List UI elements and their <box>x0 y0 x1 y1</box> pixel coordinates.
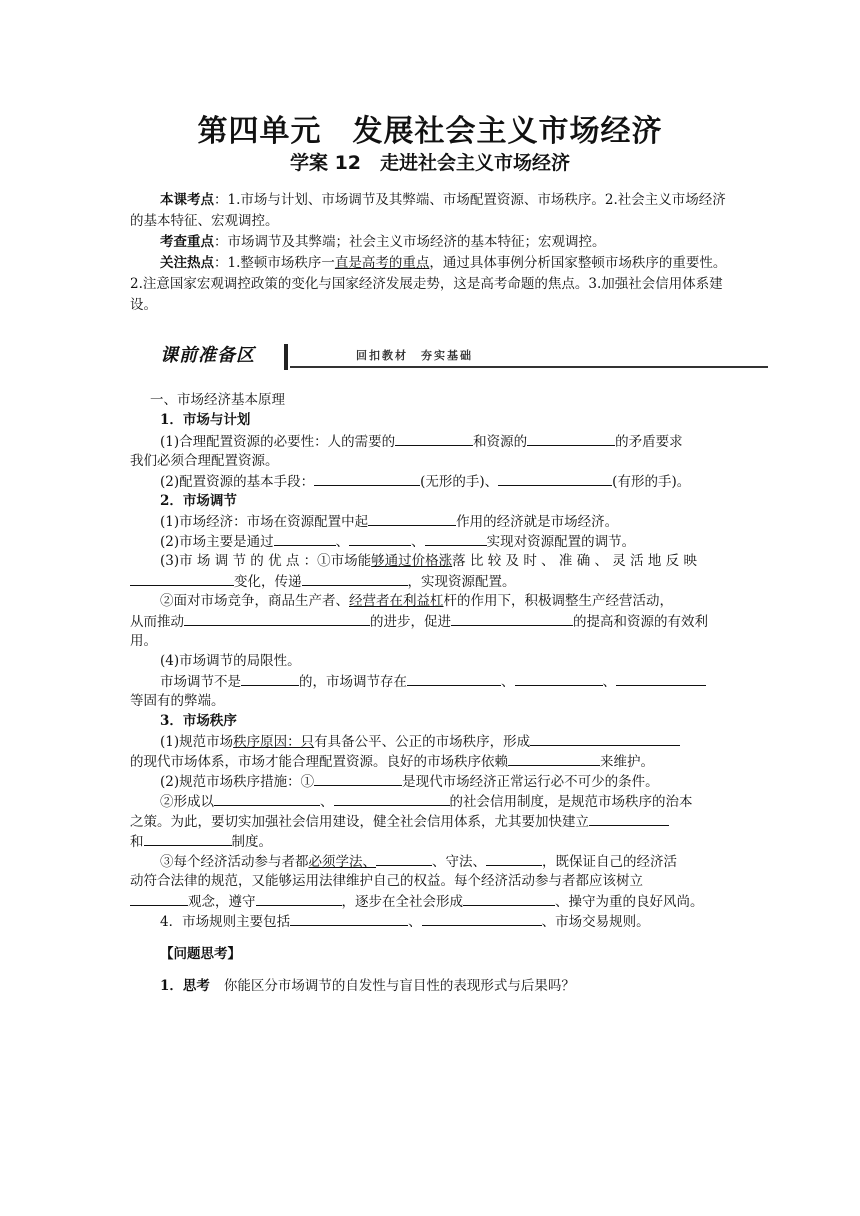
subheading-market-plan: 1．市场与计划 <box>160 412 251 428</box>
text-run: 的矛盾要求 <box>615 434 683 450</box>
body-line <box>160 431 760 452</box>
body-line <box>160 591 760 611</box>
text-run: ，实现资源配置。 <box>407 574 516 590</box>
redian-underline: 直是高考的重点 <box>334 255 430 271</box>
body-line <box>160 791 760 812</box>
zhongdian-label: 考查重点 <box>160 234 214 250</box>
banner-label: 课前准备区 <box>160 345 255 366</box>
fill-in-blank[interactable] <box>530 731 680 746</box>
text-run: 观念，遵守 <box>188 894 256 910</box>
body-line <box>160 531 760 552</box>
text-run: ②形成以 <box>160 794 214 810</box>
text-run: 够通过价格涨 <box>371 553 453 569</box>
text-run: 、 <box>411 534 425 550</box>
section-banner <box>160 342 768 372</box>
fill-in-blank[interactable] <box>407 671 501 686</box>
redian-text-1: ：1.整顿市场秩序一 <box>214 255 335 271</box>
banner-divider <box>284 344 288 370</box>
kaodian-label: 本课考点 <box>160 192 214 208</box>
fill-in-blank[interactable] <box>256 891 342 906</box>
body-line <box>130 891 730 912</box>
text-run: 作用的经济就是市场经济。 <box>456 514 619 530</box>
fill-in-blank[interactable] <box>422 911 542 926</box>
intro-redian <box>130 253 730 316</box>
text-run: 变化，传递 <box>234 574 302 590</box>
fill-in-blank[interactable] <box>274 531 336 546</box>
text-run: (3)市 场 调 节 的 优 点 ：①市场能 <box>160 553 372 569</box>
text-run: (2)配置资源的基本手段： <box>160 474 315 490</box>
body-line <box>160 771 760 792</box>
fill-in-blank[interactable] <box>144 831 232 846</box>
section-heading-1: 一、市场经济基本原理 <box>150 392 285 408</box>
text-run: ，既保证自己的经济活 <box>542 854 677 870</box>
text-run: 落 比 较 及 时 、 准 确 、 灵 活 地 反 映 <box>452 553 697 569</box>
text-run: 、 <box>501 674 515 690</box>
fill-in-blank[interactable] <box>395 431 473 446</box>
subheading-market-regulation: 2．市场调节 <box>160 493 237 509</box>
text-run: 从而推动 <box>130 614 184 630</box>
fill-in-blank[interactable] <box>130 571 234 586</box>
text-run: 、守法、 <box>432 854 486 870</box>
text-run: 市场调节不是 <box>160 674 241 690</box>
body-line: 用。 <box>130 633 157 649</box>
question-label: 1．思考 <box>160 978 210 994</box>
body-line <box>160 671 760 692</box>
text-run: 之策。为此，要切实加强社会信用建设，健全社会信用体系，尤其要加快建立 <box>130 814 589 830</box>
body-line <box>160 911 760 932</box>
body-line <box>130 571 730 592</box>
zhongdian-text: ：市场调节及其弊端；社会主义市场经济的基本特征；宏观调控。 <box>214 234 606 250</box>
text-run: 、 <box>320 794 334 810</box>
body-line: 我们必须合理配置资源。 <box>130 453 279 469</box>
fill-in-blank[interactable] <box>314 471 420 486</box>
text-run: 有具备公平、公正的市场秩序，形成 <box>314 734 531 750</box>
subheading-market-order: 3．市场秩序 <box>160 713 237 729</box>
body-line: 等固有的弊端。 <box>130 693 225 709</box>
body-line <box>160 731 760 752</box>
body-line <box>160 851 760 872</box>
lesson-subtitle: 学案 12 走进社会主义市场经济 <box>289 152 571 174</box>
body-line <box>160 471 760 492</box>
fill-in-blank[interactable] <box>451 611 573 626</box>
fill-in-blank[interactable] <box>241 671 299 686</box>
fill-in-blank[interactable] <box>486 851 542 866</box>
fill-in-blank[interactable] <box>376 851 432 866</box>
text-run: 、操守为重的良好风尚。 <box>555 894 704 910</box>
text-run: ，逐步在全社会形成 <box>341 894 463 910</box>
text-run: 、市场交易规则。 <box>541 914 650 930</box>
kaodian-text: ：1.市场与计划、市场调节及其弊端、市场配置资源、市场秩序。2.社会主义市场经济的基本特征、宏观调控。 <box>130 192 726 229</box>
fill-in-blank[interactable] <box>290 911 408 926</box>
body-line <box>130 831 730 852</box>
text-run: 的提高和资源的有效利 <box>573 614 708 630</box>
fill-in-blank[interactable] <box>334 791 450 806</box>
text-run: 的，市场调节存在 <box>299 674 407 690</box>
text-run: 、 <box>408 914 422 930</box>
intro-zhongdian <box>130 232 730 253</box>
text-run: 经营者在利益杠 <box>349 593 444 609</box>
body-line <box>160 551 760 571</box>
fill-in-blank[interactable] <box>508 751 600 766</box>
fill-in-blank[interactable] <box>214 791 320 806</box>
text-run: 的现代市场体系，市场才能合理配置资源。良好的市场秩序依赖 <box>130 754 508 770</box>
text-run: 的进步，促进 <box>370 614 451 630</box>
text-run: 4．市场规则主要包括 <box>160 914 291 930</box>
text-run: (无形的手)、 <box>420 474 499 490</box>
body-line <box>160 511 760 532</box>
text-run: (2)市场主要是通过 <box>160 534 274 550</box>
text-run: 必须学法、 <box>308 854 376 870</box>
body-line <box>130 811 730 832</box>
text-run: 秩序原因：只 <box>233 734 315 750</box>
body-line <box>130 611 730 632</box>
fill-in-blank[interactable] <box>130 891 188 906</box>
fill-in-blank[interactable] <box>425 531 487 546</box>
text-run: (2)规范市场秩序措施：① <box>160 774 315 790</box>
body-line: 动符合法律的规范，又能够运用法律维护自己的权益。每个经济活动参与者都应该树立 <box>130 873 643 889</box>
text-run: 制度。 <box>231 834 272 850</box>
fill-in-blank[interactable] <box>515 671 603 686</box>
fill-in-blank[interactable] <box>589 811 669 826</box>
text-run: ③每个经济活动参与者都 <box>160 854 309 870</box>
question-text: 你能区分市场调节的自发性与盲目性的表现形式与后果吗？ <box>223 978 575 994</box>
fill-in-blank[interactable] <box>184 611 370 626</box>
text-run: (有形的手)。 <box>612 474 691 490</box>
text-run: 杆的作用下，积极调整生产经营活动， <box>443 593 673 609</box>
text-run: ②面对市场竞争，商品生产者、 <box>160 593 349 609</box>
fill-in-blank[interactable] <box>498 471 612 486</box>
body-line: (4)市场调节的局限性。 <box>160 653 301 669</box>
text-run: 实现对资源配置的调节。 <box>486 534 636 550</box>
fill-in-blank[interactable] <box>349 531 411 546</box>
text-run: (1)规范市场 <box>160 734 234 750</box>
text-run: 是现代市场经济正常运行必不可少的条件。 <box>402 774 659 790</box>
fill-in-blank[interactable] <box>527 431 615 446</box>
question-item <box>160 976 760 996</box>
redian-text-2: ，通过具体事例分析国家整顿市场秩序的重要性。2.注意国家宏观调控政策的变化与国家经济发展走势，这是高考命题的焦点。3.加强社会信用体系建设。 <box>130 255 727 313</box>
redian-label: 关注热点 <box>160 255 214 271</box>
fill-in-blank[interactable] <box>463 891 555 906</box>
intro-kaodian <box>130 190 730 232</box>
text-run: 的社会信用制度，是规范市场秩序的治本 <box>449 794 693 810</box>
fill-in-blank[interactable] <box>368 511 456 526</box>
text-run: (1)合理配置资源的必要性：人的需要的 <box>160 434 396 450</box>
unit-title: 第四单元 发展社会主义市场经济 <box>197 114 663 149</box>
text-run: (1)市场经济：市场在资源配置中起 <box>160 514 369 530</box>
banner-rule <box>290 366 768 368</box>
text-run: 和资源的 <box>473 434 528 450</box>
banner-subtitle: 回扣教材 夯实基础 <box>356 349 473 362</box>
fill-in-blank[interactable] <box>314 771 402 786</box>
body-line <box>130 751 730 772</box>
question-heading: 【问题思考】 <box>160 946 241 962</box>
text-run: 和 <box>130 834 144 850</box>
fill-in-blank[interactable] <box>302 571 408 586</box>
text-run: 来维护。 <box>600 754 654 770</box>
fill-in-blank[interactable] <box>616 671 706 686</box>
text-run: 、 <box>602 674 616 690</box>
text-run: 、 <box>335 534 350 550</box>
